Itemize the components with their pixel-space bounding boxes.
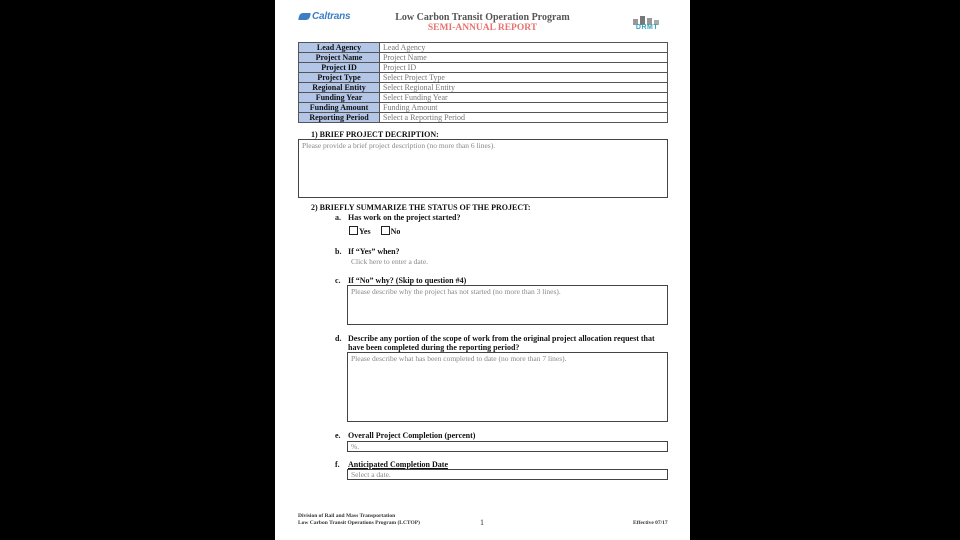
table-row: [299, 83, 668, 93]
document-page: [275, 0, 690, 540]
project-info-table: [298, 42, 668, 123]
table-row: [299, 43, 668, 53]
table-row: [299, 73, 668, 83]
footer-program: Low Carbon Transit Operations Program (LCTOP): [298, 520, 420, 526]
table-row: [299, 103, 668, 113]
label-reporting-period: Reporting Period: [299, 113, 380, 123]
label-project-id: Project ID: [299, 63, 380, 73]
table-row: [299, 93, 668, 103]
label-regional-entity: Regional Entity: [299, 83, 380, 93]
label-project-name: Project Name: [299, 53, 380, 63]
drmt-logo: [629, 11, 665, 33]
footer-division: Division of Rail and Mass Transportation: [298, 513, 396, 519]
question-a-letter: a.: [335, 213, 341, 222]
yes-checkbox[interactable]: [349, 226, 358, 235]
question-b-letter: b.: [335, 247, 342, 256]
question-d-letter: d.: [335, 334, 342, 343]
question-a-text: Has work on the project started?: [348, 213, 461, 222]
question-e-text: Overall Project Completion (percent): [348, 431, 476, 440]
project-type-select[interactable]: Select Project Type: [380, 73, 668, 83]
document-subtitle: SEMI-ANNUAL REPORT: [427, 23, 538, 33]
section-2-heading: 2) BRIEFLY SUMMARIZE THE STATUS OF THE PROJECT:: [311, 203, 531, 212]
completed-work-field[interactable]: [347, 352, 668, 422]
completion-date-field[interactable]: [347, 469, 668, 480]
footer-effective-date: Effective 07/17: [633, 520, 668, 526]
caltrans-logo-text: Caltrans: [312, 11, 351, 22]
reporting-period-select[interactable]: Select a Reporting Period: [380, 113, 668, 123]
completion-percent-placeholder: %.: [351, 442, 360, 451]
document-title: Low Carbon Transit Operation Program: [395, 12, 570, 23]
lead-agency-field[interactable]: Lead Agency: [380, 43, 668, 53]
table-row: [299, 53, 668, 63]
completion-date-placeholder: Select a date.: [351, 470, 391, 479]
yes-no-checkboxes: [349, 226, 400, 236]
question-f-letter: f.: [335, 460, 340, 469]
not-started-reason-field[interactable]: [347, 285, 668, 325]
drmt-logo-text: DRMT: [635, 24, 659, 31]
question-e-letter: e.: [335, 431, 341, 440]
question-c-text: If “No” why? (Skip to question #4): [348, 276, 467, 285]
page-number: 1: [480, 518, 484, 527]
project-description-field[interactable]: [298, 139, 668, 198]
project-name-field[interactable]: Project Name: [380, 53, 668, 63]
regional-entity-select[interactable]: Select Regional Entity: [380, 83, 668, 93]
table-row: [299, 63, 668, 73]
question-b-text: If “Yes” when?: [348, 247, 400, 256]
funding-amount-field[interactable]: Funding Amount: [380, 103, 668, 113]
label-project-type: Project Type: [299, 73, 380, 83]
funding-year-select[interactable]: Select Funding Year: [380, 93, 668, 103]
no-label: No: [390, 227, 401, 236]
question-c-letter: c.: [335, 276, 341, 285]
question-d-text-line2: have been completed during the reporting period?: [348, 343, 520, 352]
project-description-placeholder: Please provide a brief project description (no more than 6 lines).: [302, 141, 496, 150]
label-lead-agency: Lead Agency: [299, 43, 380, 53]
no-checkbox[interactable]: [381, 226, 390, 235]
not-started-reason-placeholder: Please describe why the project has not started (no more than 3 lines).: [351, 287, 561, 296]
completion-percent-field[interactable]: [347, 441, 668, 452]
label-funding-year: Funding Year: [299, 93, 380, 103]
question-d-text-line1: Describe any portion of the scope of work from the original project allocation request that: [348, 334, 655, 343]
section-1-heading: 1) BRIEF PROJECT DECRIPTION:: [311, 130, 439, 139]
completed-work-placeholder: Please describe what has been completed to date (no more than 7 lines).: [351, 354, 567, 363]
yes-label: Yes: [359, 227, 371, 236]
table-row: [299, 113, 668, 123]
project-id-field[interactable]: Project ID: [380, 63, 668, 73]
question-f-text: Anticipated Completion Date: [348, 460, 448, 469]
start-date-field[interactable]: Click here to enter a date.: [351, 257, 429, 266]
label-funding-amount: Funding Amount: [299, 103, 380, 113]
